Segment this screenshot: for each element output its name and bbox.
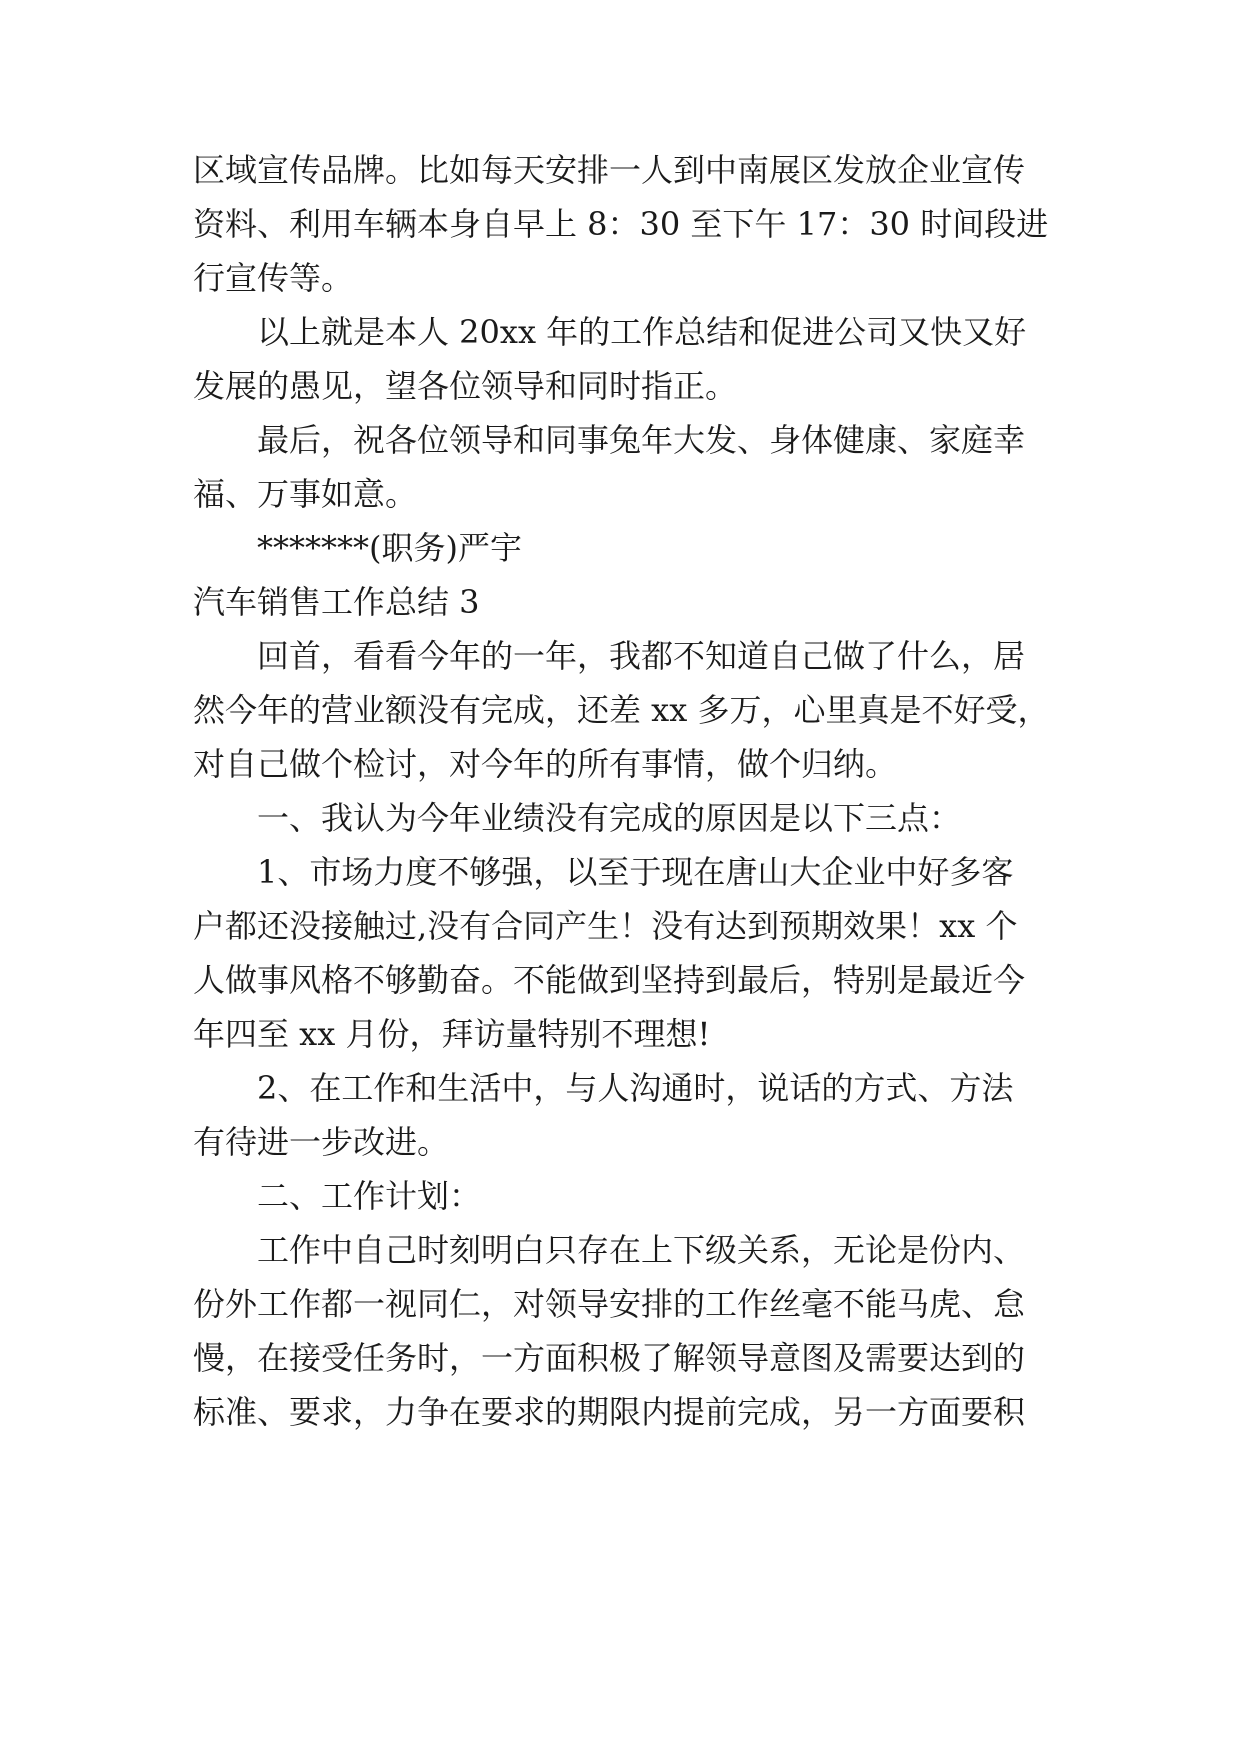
paragraph-line: 2、在工作和生活中，与人沟通时，说话的方式、方法 — [257, 1069, 1014, 1107]
signature-line: *******(职务)严宇 — [257, 529, 522, 567]
text-line: 人做事风格不够勤奋。不能做到坚持到最后，特别是最近今 — [193, 961, 1026, 999]
paragraph-line: 二、工作计划： — [257, 1177, 482, 1215]
text-line: 然今年的营业额没有完成，还差 xx 多万，心里真是不好受， — [193, 691, 1050, 729]
text-line: 发展的愚见，望各位领导和同时指正。 — [193, 367, 738, 405]
paragraph-line: 以上就是本人 20xx 年的工作总结和促进公司又快又好 — [257, 313, 1027, 351]
section-title: 汽车销售工作总结 3 — [193, 583, 480, 621]
text-line: 区域宣传品牌。比如每天安排一人到中南展区发放企业宣传 — [193, 151, 1026, 189]
text-line: 户都还没接触过,没有合同产生！没有达到预期效果！xx 个 — [193, 907, 1018, 945]
text-line: 慢，在接受任务时，一方面积极了解领导意图及需要达到的 — [193, 1339, 1026, 1377]
text-line: 资料、利用车辆本身自早上 8：30 至下午 17：30 时间段进 — [193, 205, 1049, 243]
text-line: 福、万事如意。 — [193, 475, 418, 513]
text-line: 年四至 xx 月份，拜访量特别不理想! — [193, 1015, 711, 1053]
text-line: 份外工作都一视同仁，对领导安排的工作丝毫不能马虎、怠 — [193, 1285, 1026, 1323]
paragraph-line: 一、我认为今年业绩没有完成的原因是以下三点： — [257, 799, 962, 837]
text-line: 对自己做个检讨，对今年的所有事情，做个归纳。 — [193, 745, 898, 783]
text-line: 有待进一步改进。 — [193, 1123, 450, 1161]
paragraph-line: 回首，看看今年的一年，我都不知道自己做了什么，居 — [257, 637, 1026, 675]
paragraph-line: 1、市场力度不够强，以至于现在唐山大企业中好多客 — [257, 853, 1014, 891]
paragraph-line: 工作中自己时刻明白只存在上下级关系，无论是份内、 — [257, 1231, 1026, 1269]
text-line: 标准、要求，力争在要求的期限内提前完成，另一方面要积 — [193, 1393, 1026, 1431]
paragraph-line: 最后，祝各位领导和同事兔年大发、身体健康、家庭幸 — [257, 421, 1026, 459]
text-line: 行宣传等。 — [193, 259, 354, 297]
